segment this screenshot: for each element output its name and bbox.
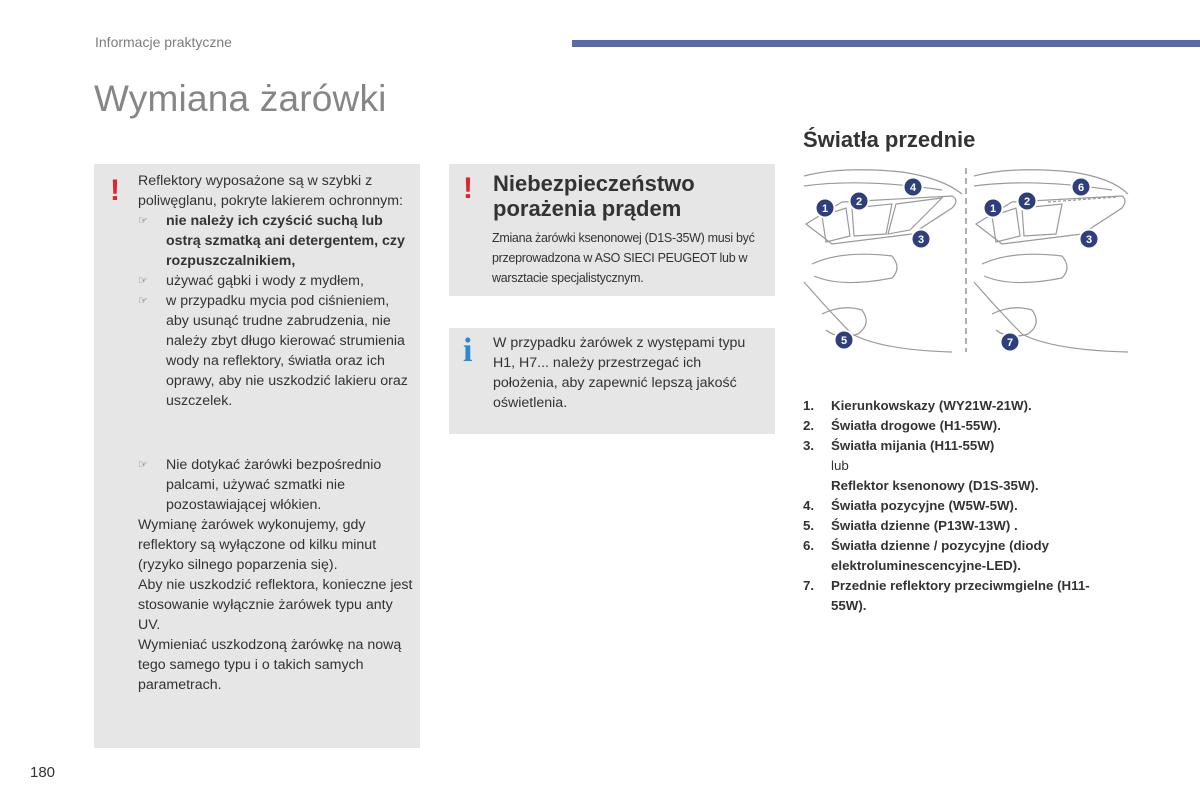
page-number: 180 [30, 764, 56, 781]
marker-5 [835, 331, 854, 350]
headlight-illustration [802, 164, 1130, 354]
svg-text:3: 3 [917, 234, 925, 246]
svg-text:1: 1 [821, 203, 829, 215]
legend-item: 7. Przednie reflektory przeciwmgielne (H11-55W). [803, 578, 1090, 613]
warning-paragraph: Wymieniać uszkodzoną żarówkę na nową tego samego typu i o takich samych parametrach. [138, 637, 402, 693]
marker-2 [850, 192, 869, 211]
warning-intro: Reflektory wyposażone są w szybki z poliwęglanu, pokryte lakierem ochronnym: [138, 173, 403, 209]
warning-bullet-touch: ☞ Nie dotykać żarówki bezpośrednio palcami, używać szmatki nie pozostawiającej włókien. [138, 457, 382, 513]
warning-bullet: ☞ nie należy ich czyścić suchą lub ostrą szmatką ani detergentem, czy rozpuszczalnikiem, [138, 213, 405, 269]
pointing-hand-icon: ☞ [138, 295, 148, 307]
marker-7 [1001, 333, 1020, 352]
danger-title: Niebezpieczeństwo porażenia prądem [493, 171, 695, 221]
section-label: Informacje praktyczne [95, 34, 232, 50]
warning-bullet: ☞ używać gąbki i wody z mydłem, [138, 273, 364, 289]
legend-item: 5. Światła dzienne (P13W-13W) . [803, 518, 1018, 533]
info-icon: i [463, 332, 473, 369]
svg-text:2: 2 [855, 196, 863, 208]
svg-text:7: 7 [1006, 337, 1014, 349]
marker-6 [1072, 178, 1091, 197]
svg-text:6: 6 [1077, 182, 1085, 194]
front-lights-heading: Światła przednie [803, 127, 976, 152]
svg-text:3: 3 [1085, 234, 1093, 246]
exclamation-icon: ! [463, 172, 473, 205]
marker-2 [1018, 192, 1037, 211]
exclamation-icon: ! [110, 174, 120, 207]
warning-paragraph: Aby nie uszkodzić reflektora, konieczne jest stosowanie wyłącznie żarówek typu anty UV. [138, 577, 413, 633]
legend-item: 1. Kierunkowskazy (WY21W-21W). [803, 398, 1032, 413]
warning-paragraph: Wymianę żarówek wykonujemy, gdy reflektory są wyłączone od kilku minut (ryzyko silnego poparzenia się). [138, 517, 377, 573]
svg-text:4: 4 [909, 182, 917, 194]
legend-item: 2. Światła drogowe (H1-55W). [803, 418, 1001, 433]
bulb-legend [803, 396, 1113, 616]
danger-body: Zmiana żarówki ksenonowej (D1S-35W) musi być przeprowadzona w ASO SIECI PEUGEOT lub w warsztacie specjalistycznym. [492, 231, 755, 285]
pointing-hand-icon: ☞ [138, 215, 148, 227]
pointing-hand-icon: ☞ [138, 275, 148, 287]
info-body: W przypadku żarówek z występami typu H1, H7... należy przestrzegać ich położenia, aby zapewnić lepszą jakość oświetlenia. [493, 335, 746, 411]
marker-1 [816, 199, 835, 218]
pointing-hand-icon: ☞ [138, 459, 148, 471]
warning-bullet: ☞ w przypadku mycia pod ciśnieniem, aby usunąć trudne zabrudzenia, nie należy zbyt długo kierować strumienia wody na reflektory, światła oraz ich oprawy, aby nie uszkodzić lakieru oraz uszczelek. [138, 293, 408, 409]
legend-item: 3. Światła mijania (H11-55W) lub Reflektor ksenonowy (D1S-35W). [803, 438, 1039, 493]
svg-text:5: 5 [840, 335, 848, 347]
marker-3 [912, 230, 931, 249]
warning-text [138, 171, 414, 695]
svg-text:1: 1 [989, 203, 997, 215]
marker-4 [904, 178, 923, 197]
legend-item: 6. Światła dzienne / pozycyjne (diody elektroluminescencyjne-LED). [803, 538, 1049, 573]
page-title: Wymiana żarówki [94, 78, 387, 119]
header-accent-bar [572, 40, 1200, 47]
legend-item: 4. Światła pozycyjne (W5W-5W). [803, 498, 1018, 513]
marker-1 [984, 199, 1003, 218]
svg-text:2: 2 [1023, 196, 1031, 208]
marker-3 [1080, 230, 1099, 249]
